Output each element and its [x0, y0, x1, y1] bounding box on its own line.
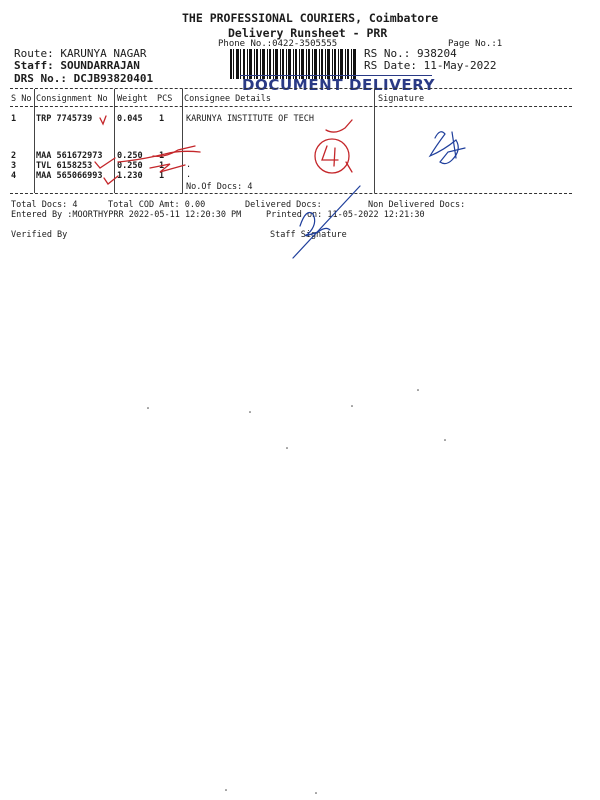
check-mark: [346, 162, 352, 172]
tick-mark: [326, 120, 352, 132]
tick-mark: [150, 164, 185, 172]
speck: [444, 439, 446, 441]
row-weight: 1.230: [117, 171, 143, 181]
header-consignment: Consignment No: [36, 94, 108, 104]
table-bottom-rule: [10, 193, 572, 194]
row-weight: 0.045: [117, 114, 143, 124]
col-divider: [182, 89, 183, 193]
document-delivery-stamp: DOCUMENT DELIVERY: [242, 76, 436, 94]
row-consignee: .: [186, 170, 192, 180]
rs-date: RS Date: 11-May-2022: [364, 59, 497, 72]
tick-mark: [104, 176, 118, 184]
staff-info: Staff: SOUNDARRAJAN: [14, 59, 140, 72]
verified-by-label: Verified By: [11, 230, 68, 240]
speck: [351, 405, 353, 407]
speck: [249, 411, 251, 413]
row-pcs: 1: [159, 151, 165, 161]
rs-number: RS No.: 938204: [364, 47, 457, 60]
header-pcs: PCS: [157, 94, 173, 104]
delivered-docs: Delivered Docs:: [245, 200, 322, 210]
receiver-signature: [430, 132, 465, 164]
row-sno: 4: [11, 171, 17, 181]
table-header-rule: [10, 106, 572, 107]
page-number: Page No.:1: [448, 39, 503, 49]
header-weight: Weight: [117, 94, 148, 104]
row-weight: 0.250: [117, 161, 143, 171]
sheet-title: Delivery Runsheet - PRR: [228, 26, 388, 40]
header-signature: Signature: [378, 94, 425, 104]
table-top-rule: [10, 88, 572, 89]
speck: [225, 789, 227, 791]
phone-number: Phone No.:0422-3505555: [218, 39, 338, 49]
non-delivered-docs: Non Delivered Docs:: [368, 200, 466, 210]
staff-signature-scrawl: [293, 186, 360, 258]
row-sno: 1: [11, 114, 17, 124]
row-consignee: .: [186, 160, 192, 170]
total-docs: Total Docs: 4: [11, 200, 78, 210]
company-title: THE PROFESSIONAL COURIERS, Coimbatore: [182, 11, 439, 25]
total-cod-amount: Total COD Amt: 0.00: [108, 200, 206, 210]
row-pcs: 1: [159, 114, 165, 124]
speck: [315, 792, 317, 794]
circled-number-digit: [322, 146, 338, 166]
header-sno: S No: [11, 94, 32, 104]
docs-count-note: No.Of Docs: 4: [186, 182, 253, 192]
row-consignment: TVL 6158253: [36, 161, 93, 171]
row-sno: 3: [11, 161, 17, 171]
row-pcs: 1: [159, 161, 165, 171]
staff-signature-label: Staff Signature: [270, 230, 347, 240]
printed-on: Printed on: 11-05-2022 12:21:30: [266, 210, 425, 220]
tick-mark: [100, 116, 106, 124]
col-divider: [374, 89, 375, 193]
speck: [417, 389, 419, 391]
row-consignee: KARUNYA INSTITUTE OF TECH: [186, 114, 314, 124]
row-weight: 0.250: [117, 151, 143, 161]
receiver-signature: [452, 132, 456, 158]
row-consignment: TRP 7745739: [36, 114, 93, 124]
row-sno: 2: [11, 151, 17, 161]
circled-number: [315, 139, 349, 173]
col-divider: [114, 89, 115, 193]
entered-by: Entered By :MOORTHYPRR 2022-05-11 12:20:30 PM: [11, 210, 242, 220]
header-consignee: Consignee Details: [184, 94, 271, 104]
route-info: Route: KARUNYA NAGAR: [14, 47, 147, 60]
row-consignment: MAA 565066993: [36, 171, 103, 181]
speck: [286, 447, 288, 449]
speck: [147, 407, 149, 409]
drs-number: DRS No.: DCJB93820401: [14, 72, 154, 85]
col-divider: [34, 89, 35, 193]
stamp-border-top: [240, 75, 432, 76]
row-consignment: MAA 561672973: [36, 151, 103, 161]
row-pcs: 1: [159, 171, 165, 181]
